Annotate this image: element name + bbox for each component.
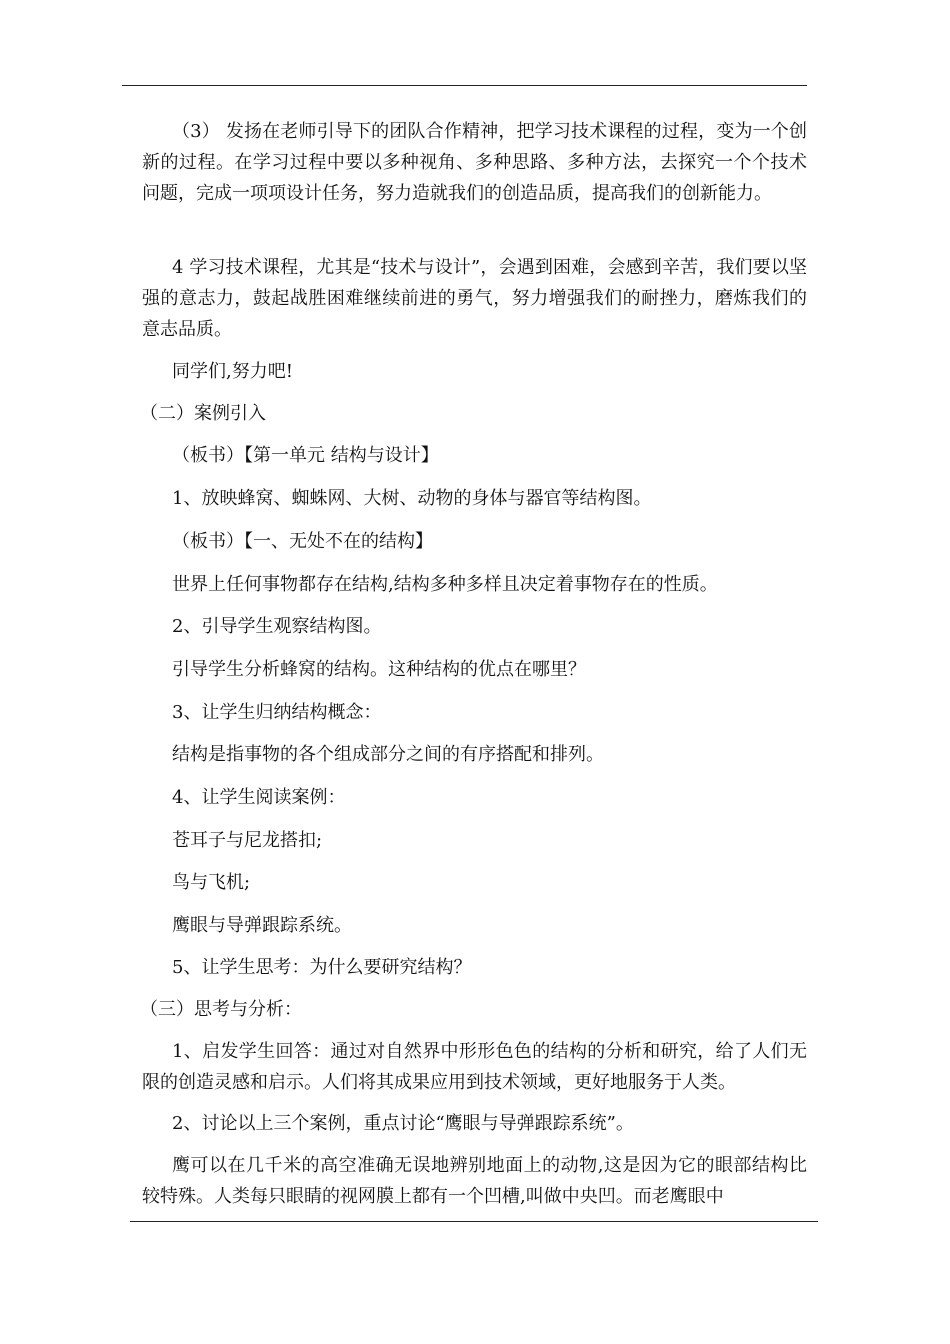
section-heading-analysis: （三）思考与分析： — [140, 999, 302, 1020]
paragraph-honeycomb: 引导学生分析蜂窝的结构。这种结构的优点在哪里？ — [172, 659, 586, 680]
list-item-2: 2、引导学生观察结构图。 — [172, 616, 382, 637]
board-note-structure: （板书）【一、无处不在的结构】 — [172, 531, 433, 552]
case-bird-plane: 鸟与飞机; — [172, 872, 251, 893]
paragraph-willpower: 4 学习技术课程，尤其是“技术与设计”，会遇到困难，会感到辛苦，我们要以坚强的意志力，鼓起战胜困难继续前进的勇气，努力增强我们的耐挫力，磨炼我们的意志品质。 — [142, 257, 807, 340]
paragraph-structure-everywhere: 世界上任何事物都存在结构,结构多种多样且决定着事物存在的性质。 — [172, 574, 718, 595]
section-heading-case-intro: （二）案例引入 — [140, 403, 266, 424]
paragraph-eagle-vision: 鹰可以在几千米的高空准确无误地辨别地面上的动物,这是因为它的眼部结构比较特殊。人类每只眼睛的视网膜上都有一个凹槽,叫做中央凹。而老鹰眼中 — [142, 1155, 807, 1207]
list-item-3: 3、让学生归纳结构概念： — [172, 702, 382, 723]
paragraph-structure-definition: 结构是指事物的各个组成部分之间的有序搭配和排列。 — [172, 744, 604, 765]
case-cocklebur: 苍耳子与尼龙搭扣; — [172, 830, 323, 851]
paragraph-team-spirit: （3） 发扬在老师引导下的团队合作精神，把学习技术课程的过程，变为一个创新的过程。在学习过程中要以多种视角、多种思路、多种方法，去探究一个个技术问题，完成一项项设计任务，努力造就我们的创造品质，提高我们的创新能力。 — [142, 121, 807, 204]
board-note-unit-one: （板书）【第一单元 结构与设计】 — [172, 445, 439, 466]
list-item-5: 5、让学生思考：为什么要研究结构？ — [172, 957, 472, 978]
list-item-4: 4、让学生阅读案例： — [172, 787, 346, 808]
paragraph-inspiration: 1、启发学生回答：通过对自然界中形形色色的结构的分析和研究，给了人们无限的创造灵感和启示。人们将其成果应用到技术领域，更好地服务于人类。 — [142, 1041, 807, 1093]
paragraph-encouragement: 同学们,努力吧! — [172, 361, 293, 382]
case-eagle-eye: 鹰眼与导弹跟踪系统。 — [172, 915, 352, 936]
footer-rule — [130, 1221, 818, 1222]
list-item-1: 1、放映蜂窝、蜘蛛网、大树、动物的身体与器官等结构图。 — [172, 488, 652, 509]
header-rule — [122, 85, 807, 86]
paragraph-discussion: 2、讨论以上三个案例，重点讨论“鹰眼与导弹跟踪系统”。 — [172, 1113, 634, 1134]
